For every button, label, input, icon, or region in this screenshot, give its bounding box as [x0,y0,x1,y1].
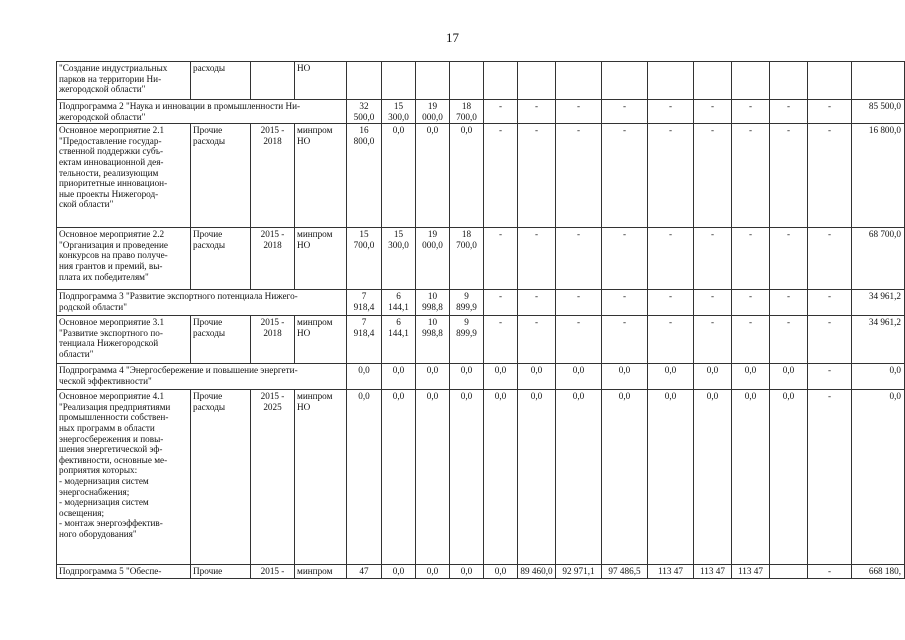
page-number: 17 [446,30,459,45]
year-value: - [648,100,694,124]
year-value: 0,0 [347,364,382,390]
year-value: - [556,100,602,124]
year-value: - [808,565,852,579]
table-row [57,316,905,364]
year-value [347,62,382,100]
year-value: 16 800,0 [347,124,382,228]
expense-type: Прочие расходы [191,228,251,290]
total-value [852,62,905,100]
year-value: - [602,228,648,290]
year-value: - [556,316,602,364]
year-value: 0,0 [484,364,518,390]
period: 2015 - 2018 [251,124,295,228]
year-value: 0,0 [450,565,484,579]
year-value: - [602,290,648,316]
year-value: 0,0 [450,124,484,228]
expense-type: Прочие [191,565,251,579]
year-value: 0,0 [382,565,416,579]
year-value: - [518,316,556,364]
year-value: 97 486,5 [602,565,648,579]
year-value: 7 918,4 [347,290,382,316]
year-value: - [518,290,556,316]
year-value: 0,0 [518,390,556,565]
executor: минпром НО [295,228,347,290]
total-value: 0,0 [852,390,905,565]
year-value: - [484,100,518,124]
year-value: - [770,316,808,364]
year-value: 0,0 [648,364,694,390]
year-value: 18 700,0 [450,100,484,124]
year-value: 0,0 [484,565,518,579]
year-value: 113 47 [732,565,770,579]
table-row [57,290,905,316]
year-value: - [648,316,694,364]
year-value: - [602,316,648,364]
year-value: 0,0 [382,390,416,565]
year-value: - [808,100,852,124]
period [251,62,295,100]
year-value [518,62,556,100]
year-value: - [694,124,732,228]
row-name: Подпрограмма 4 "Энергосбережение и повышение энергети- ческой эффективности" [57,364,347,390]
year-value: - [770,100,808,124]
year-value: 92 971,1 [556,565,602,579]
year-value: 0,0 [347,390,382,565]
year-value: 9 899,9 [450,316,484,364]
year-value: - [602,124,648,228]
year-value: 0,0 [484,390,518,565]
executor: НО [295,62,347,100]
year-value: - [648,290,694,316]
year-value: 0,0 [732,364,770,390]
row-name: Подпрограмма 2 "Наука и инновации в промышленности Ни- жегородской области" [57,100,347,124]
year-value [450,62,484,100]
year-value: - [808,364,852,390]
year-value: 15 300,0 [382,228,416,290]
total-value: 68 700,0 [852,228,905,290]
year-value: 0,0 [416,565,450,579]
year-value: 0,0 [602,390,648,565]
year-value: - [694,316,732,364]
executor: минпром НО [295,316,347,364]
table-row [57,364,905,390]
year-value: - [770,290,808,316]
year-value: - [484,290,518,316]
year-value: - [556,228,602,290]
year-value [808,62,852,100]
row-name: Основное мероприятие 4.1 "Реализация предприятиями промышленности собствен- ных программ в области энергосбережения и повы- шения энергетической эф- фективности, основные ме- роприятия которых: - модернизация систем энергоснабжения; - модернизация систем освещения; - монтаж энергоэффектив- ного оборудования" [57,390,191,565]
row-name: Подпрограмма 3 "Развитие экспортного потенциала Нижего- родской области" [57,290,347,316]
table-row [57,565,905,579]
year-value: - [732,124,770,228]
row-name: Основное мероприятие 2.1 "Предоставление государ- ственной поддержки субъ- ектам инновационной дея- тельности, реализующим приоритетные инновацион- ные проекты Нижегород- ской области" [57,124,191,228]
year-value: 6 144,1 [382,290,416,316]
year-value: - [694,100,732,124]
year-value: 32 500,0 [347,100,382,124]
year-value: 19 000,0 [416,100,450,124]
total-value: 34 961,2 [852,316,905,364]
period: 2015 - 2025 [251,390,295,565]
year-value: 0,0 [694,364,732,390]
year-value: 0,0 [382,364,416,390]
year-value: 0,0 [648,390,694,565]
period: 2015 - [251,565,295,579]
expense-type: Прочие расходы [191,390,251,565]
year-value [556,62,602,100]
executor: минпром НО [295,124,347,228]
year-value: 47 [347,565,382,579]
total-value: 668 180, [852,565,905,579]
year-value: - [556,124,602,228]
year-value: - [770,228,808,290]
year-value: - [732,228,770,290]
row-name: Основное мероприятие 2.2 "Организация и проведение конкурсов на право получе- ния грантов и премий, вы- плата их победителям" [57,228,191,290]
year-value: 0,0 [770,364,808,390]
year-value [484,62,518,100]
year-value: 0,0 [770,390,808,565]
year-value: - [732,290,770,316]
year-value: 0,0 [382,124,416,228]
table-row [57,100,905,124]
total-value: 85 500,0 [852,100,905,124]
year-value: - [770,124,808,228]
expense-type: Прочие расходы [191,124,251,228]
year-value [416,62,450,100]
year-value: 7 918,4 [347,316,382,364]
executor: минпром [295,565,347,579]
year-value: 0,0 [694,390,732,565]
year-value: 0,0 [556,364,602,390]
expense-type: расходы [191,62,251,100]
period: 2015 - 2018 [251,228,295,290]
table-row [57,228,905,290]
executor: минпром НО [295,390,347,565]
table-row [57,62,905,100]
year-value: - [808,390,852,565]
year-value: - [732,316,770,364]
year-value: 15 300,0 [382,100,416,124]
year-value: - [808,228,852,290]
year-value: 10 998,8 [416,316,450,364]
year-value: 0,0 [450,364,484,390]
year-value: 0,0 [732,390,770,565]
year-value: - [648,124,694,228]
year-value: - [556,290,602,316]
year-value: 18 700,0 [450,228,484,290]
year-value: - [518,124,556,228]
year-value: - [518,100,556,124]
year-value: - [732,100,770,124]
year-value: 9 899,9 [450,290,484,316]
table-row [57,390,905,565]
total-value: 16 800,0 [852,124,905,228]
year-value: 0,0 [602,364,648,390]
year-value [648,62,694,100]
year-value [770,565,808,579]
year-value: 19 000,0 [416,228,450,290]
year-value [602,62,648,100]
year-value: - [694,290,732,316]
year-value: - [484,228,518,290]
year-value: 0,0 [556,390,602,565]
year-value: - [808,124,852,228]
year-value: 10 998,8 [416,290,450,316]
year-value: 0,0 [416,124,450,228]
year-value: 113 47 [648,565,694,579]
period: 2015 - 2018 [251,316,295,364]
year-value [732,62,770,100]
year-value: - [602,100,648,124]
year-value: - [808,316,852,364]
year-value [382,62,416,100]
year-value: - [694,228,732,290]
year-value: 15 700,0 [347,228,382,290]
year-value: 0,0 [416,364,450,390]
budget-table [56,61,905,579]
expense-type: Прочие расходы [191,316,251,364]
row-name: "Создание индустриальных парков на территории Ни- жегородской области" [57,62,191,100]
year-value: - [484,124,518,228]
year-value [694,62,732,100]
year-value: - [808,290,852,316]
year-value: 113 47 [694,565,732,579]
row-name: Подпрограмма 5 "Обеспе- [57,565,191,579]
year-value: 6 144,1 [382,316,416,364]
year-value: - [648,228,694,290]
year-value: 0,0 [518,364,556,390]
year-value: 0,0 [450,390,484,565]
year-value: - [484,316,518,364]
year-value: 89 460,0 [518,565,556,579]
year-value: - [518,228,556,290]
total-value: 0,0 [852,364,905,390]
year-value [770,62,808,100]
total-value: 34 961,2 [852,290,905,316]
row-name: Основное мероприятие 3.1 "Развитие экспортного по- тенциала Нижегородской области" [57,316,191,364]
year-value: 0,0 [416,390,450,565]
table-row [57,124,905,228]
